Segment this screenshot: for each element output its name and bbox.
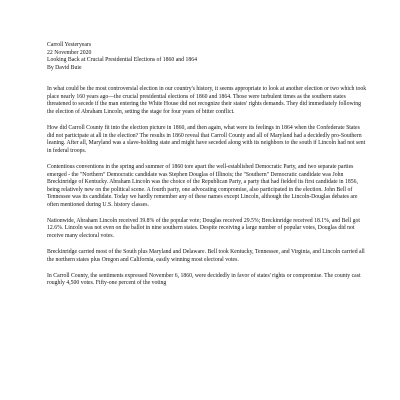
article-byline: By David Buie: [47, 64, 82, 71]
article-page: [47, 42, 367, 296]
paragraph-carroll-county-1860: How did Carroll County fit into the election picture in 1860, and then again, what were its feelings in 1864 when the Confederate States did not participate at all in the election? The results in 1860 reveal that Carroll County and all of Maryland had a decidedly pro-Southern leaning. After all, Maryland was a slave-holding state and might have seceded along with its neighbors to the south if Lincoln had not sent in federal troops.: [47, 125, 366, 154]
article-title: Looking Back at Crucial Presidential Elections of 1860 and 1864: [47, 57, 197, 64]
article-date: 22 November 2020: [47, 49, 92, 56]
paragraph-intro: In what could be the most controversial election in our country's history, it seems appropriate to look at another election or two which took place nearly 160 years ago—the crucial presidential elections of 1860 and 1864. Those were turbulent times as the southern states threatened to secede if the man entering the White House did not recognize their states' rights demands. They did immediately following the election of Abraham Lincoln, setting the stage for four years of bitter conflict.: [47, 86, 367, 116]
paragraph-carroll-county-vote: In Carroll County, the sentiments expressed November 6, 1860, were decidedly in favor of states' rights or compromise. The county cast roughly 4,500 votes. Fifty-one percent of the voting: [47, 272, 361, 287]
article-header: [47, 42, 367, 72]
publication-name: Carroll Yesteryears: [47, 42, 92, 48]
paragraph-conventions: Contentious conventions in the spring and summer of 1860 tore apart the well-established Democratic Party, and two separate parties emerged - the "Northern" Democratic candidate was Stephen Douglas of Illinois; the "Southern" Democratic candidate was John Breckinridge of Kentucky. Abraham Lincoln was the choice of the Republican Party, a party that had fielded its first candidate in 1856, being relatively new on the political scene. A fourth party, one advocating compromise, also participated in the election. John Bell of Tennessee was its candidate. Today we hardly remember any of these names except Lincoln, although the Lincoln-Douglas debates are often mentioned during U.S. history classes.: [47, 163, 358, 208]
paragraph-electoral-results: Breckinridge carried most of the South plus Maryland and Delaware. Bell took Kentucky, Tennessee, and Virginia, and Lincoln carried all the northern states plus Oregon and California, easily winning most electoral votes.: [47, 249, 365, 263]
paragraph-nationwide-results: Nationwide, Abraham Lincoln received 39.8% of the popular vote; Douglas received 29.5%; Breckinridge received 18.1%, and Bell got 12.6%. Lincoln was not even on the ballot in nine southern states. Despite receiving a large number of popular votes, Douglas did not receive many electoral votes.: [47, 217, 360, 240]
